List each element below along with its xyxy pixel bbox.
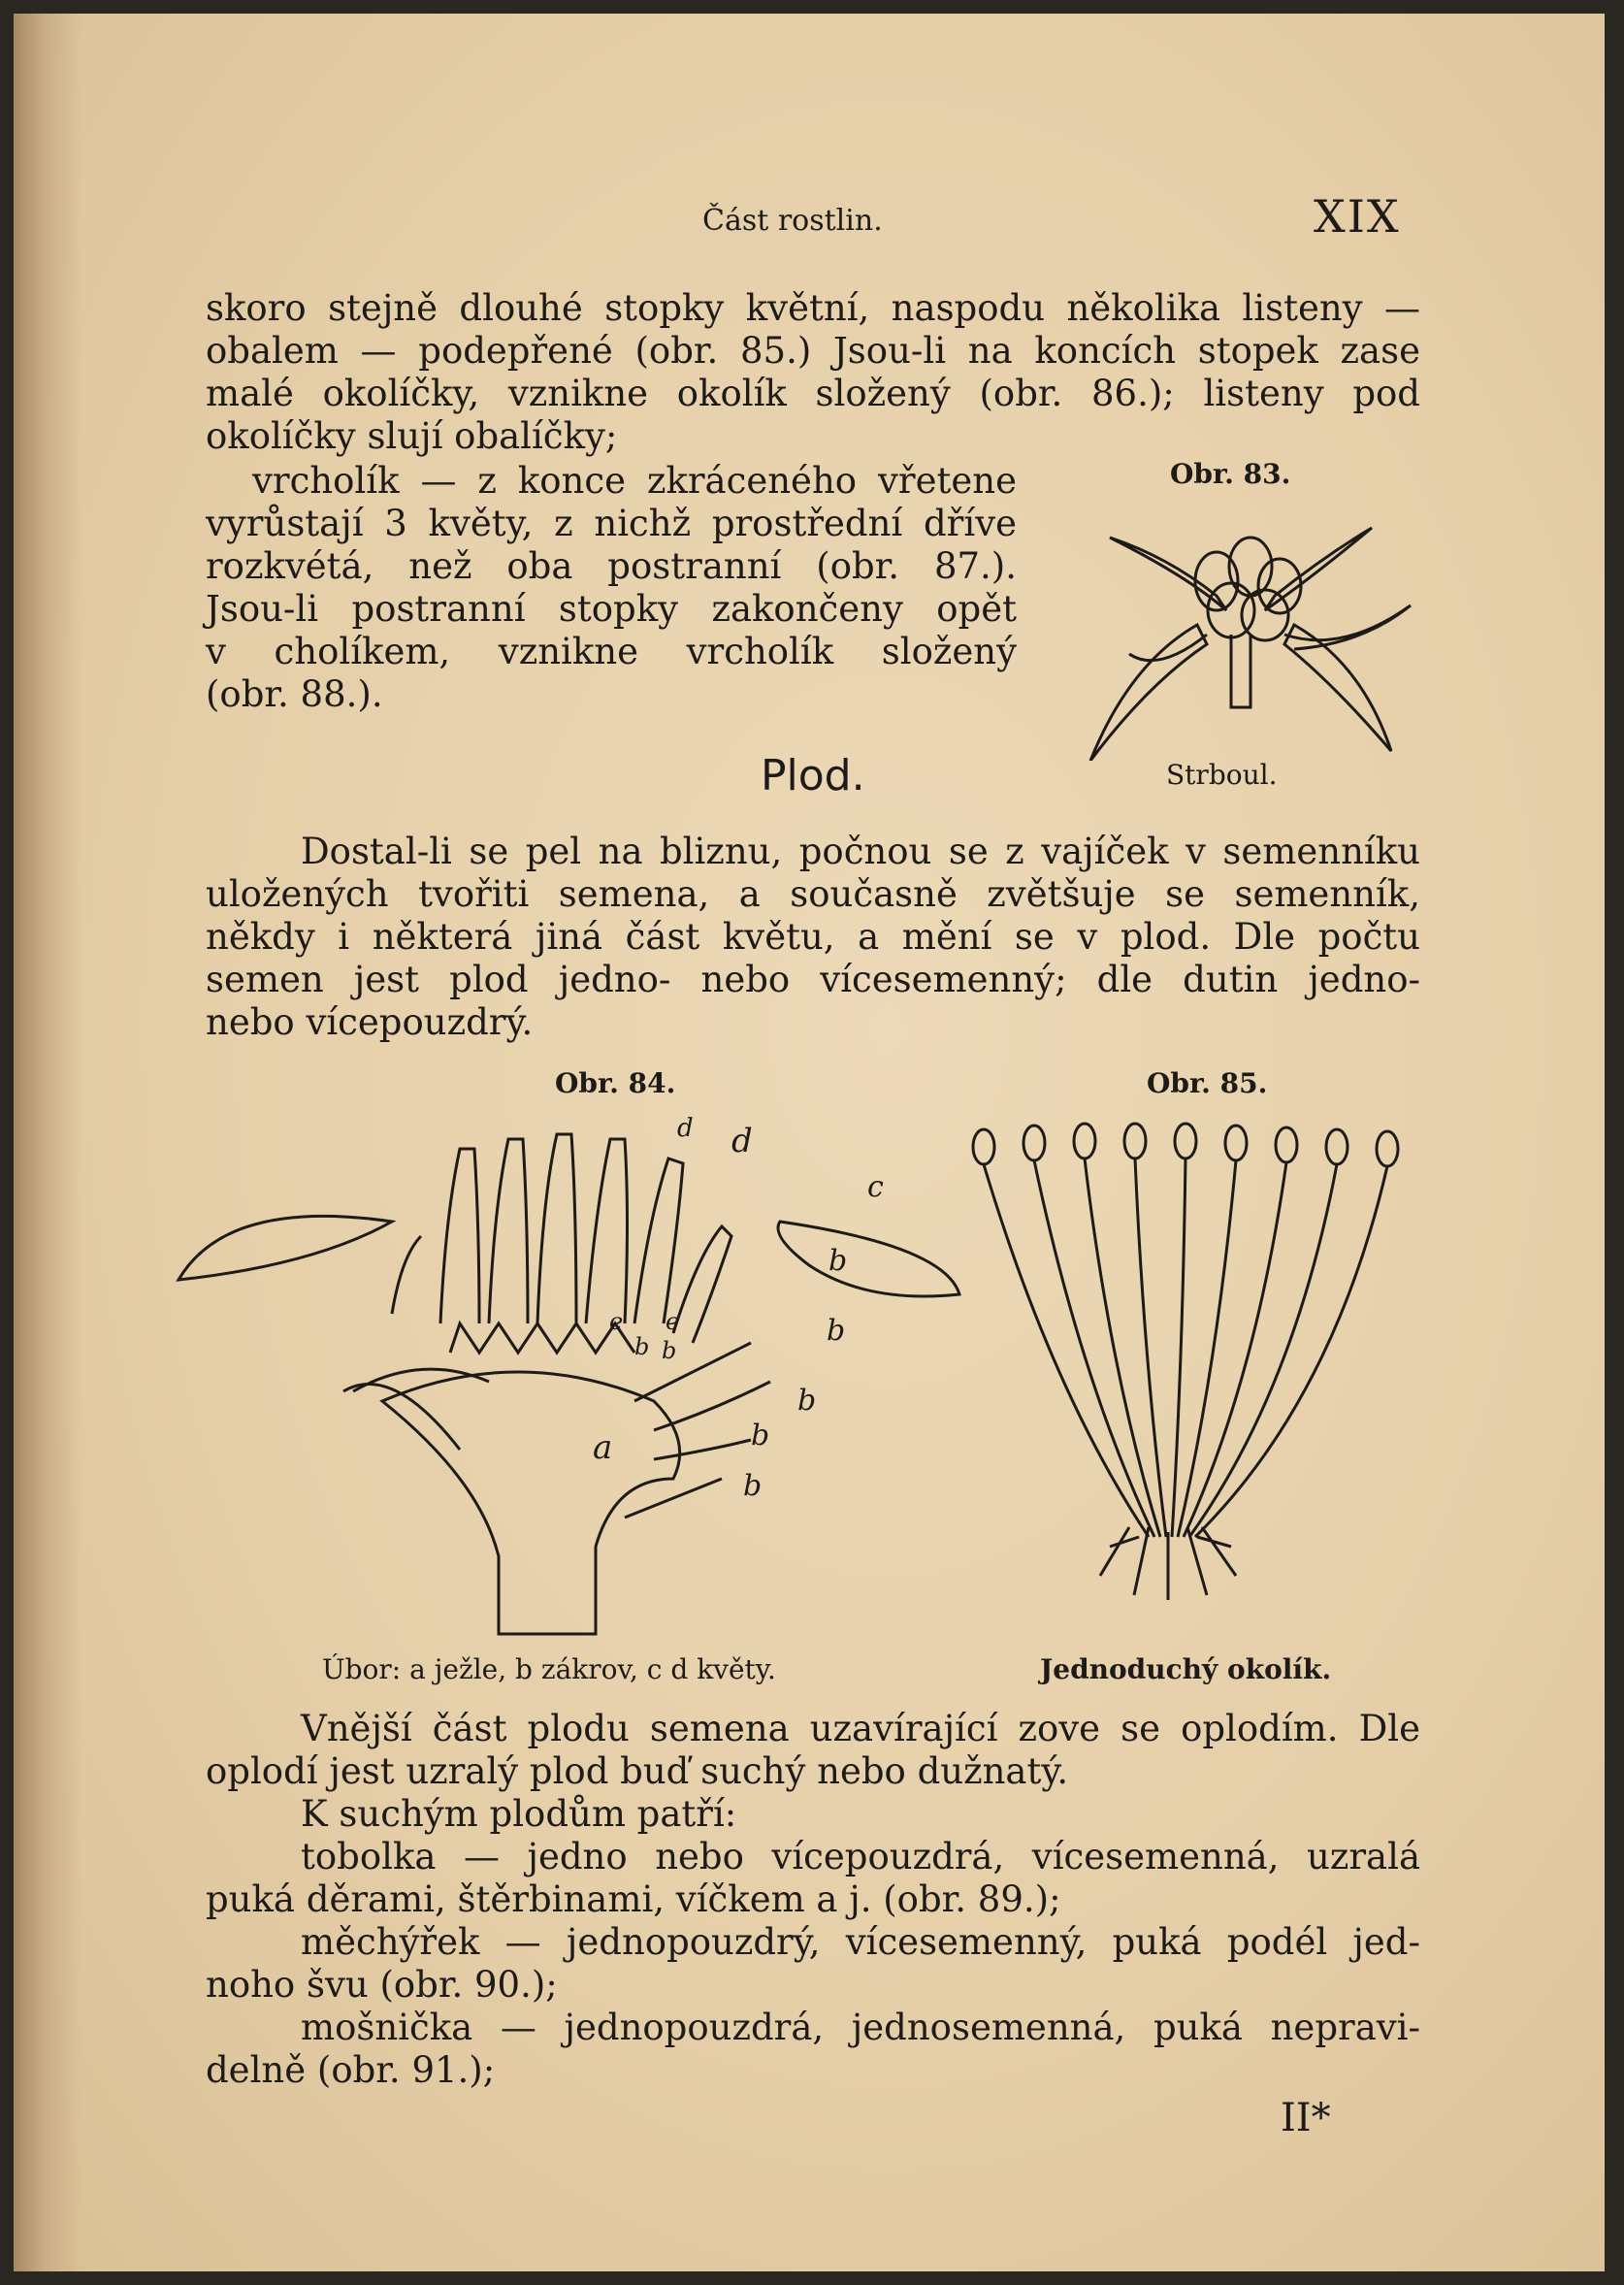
- fig84-letter-d: d: [731, 1122, 753, 1160]
- figure-84-label: Obr. 84.: [555, 1067, 676, 1099]
- text-line: (obr. 88.).: [206, 673, 383, 715]
- text-line: semen jest plod jedno- nebo vícesemenný; dle dutin jedno-: [206, 959, 1420, 1000]
- fig84-letter-b: b: [797, 1384, 817, 1418]
- figure-84-caption: Úbor: a ježle, b zákrov, c d květy.: [322, 1653, 776, 1685]
- fig84-letter-a: a: [593, 1428, 613, 1467]
- text-line: delně (obr. 91.);: [206, 2049, 496, 2091]
- text-line: vyrůstají 3 květy, z nichž prostřední dříve: [206, 503, 1017, 544]
- section-heading: Plod.: [761, 751, 865, 800]
- text-line: puká děrami, štěrbinami, víčkem a j. (obr. 89.);: [206, 1878, 1061, 1920]
- text-line: mošnička — jednopouzdrá, jednosemenná, puká nepravi-: [301, 2007, 1420, 2048]
- fig84-letter-e: e: [666, 1308, 680, 1335]
- figure-85-umbel: [964, 1120, 1430, 1605]
- page-gutter: [14, 14, 81, 2271]
- figure-84-capitulum: [169, 1110, 984, 1653]
- text-line: tobolka — jedno nebo vícepouzdrá, vícesemenná, uzralá: [301, 1836, 1420, 1877]
- fig84-letter-b: b: [662, 1337, 677, 1364]
- fig84-letter-b: b: [827, 1314, 846, 1348]
- signature-mark: II*: [1281, 2096, 1331, 2140]
- text-line: obalem — podepřené (obr. 85.) Jsou-li na koncích stopek zase: [206, 330, 1420, 372]
- fig84-letter-b: b: [828, 1244, 848, 1278]
- figure-83-label: Obr. 83.: [1170, 458, 1291, 490]
- figure-83-caption: Strboul.: [1166, 759, 1278, 791]
- text-line: nebo vícepouzdrý.: [206, 1001, 534, 1043]
- text-line: oplodí jest uzralý plod buď suchý nebo dužnatý.: [206, 1750, 1069, 1792]
- text-line: rozkvétá, než oba postranní (obr. 87.).: [206, 545, 1017, 587]
- fig84-letter-e: e: [609, 1308, 624, 1335]
- text-line: měchýřek — jednopouzdrý, vícesemenný, puká podél jed-: [301, 1921, 1420, 1963]
- text-line: skoro stejně dlouhé stopky květní, naspodu několika listeny —: [206, 287, 1420, 329]
- fig84-letter-d: d: [677, 1114, 694, 1143]
- text-line: v cholíkem, vznikne vrcholík složený: [206, 631, 1017, 672]
- figure-83-flower-head: [1071, 499, 1420, 761]
- text-line: noho švu (obr. 90.);: [206, 1964, 558, 2006]
- book-page: [14, 14, 1605, 2271]
- running-header: Část rostlin.: [702, 204, 883, 238]
- fig84-letter-b: b: [743, 1469, 763, 1503]
- text-line: okolíčky slují obalíčky;: [206, 415, 618, 457]
- text-line: Vnější část plodu semena uzavírající zove se oplodím. Dle: [301, 1708, 1420, 1749]
- text-line: někdy i některá jiná část květu, a mění se v plod. Dle počtu: [206, 916, 1420, 958]
- text-line: uložených tvořiti semena, a současně zvětšuje se semenník,: [206, 873, 1420, 915]
- text-line: Dostal-li se pel na bliznu, počnou se z vajíček v semenníku: [301, 831, 1420, 872]
- figure-85-caption: Jednoduchý okolík.: [1040, 1653, 1332, 1685]
- fig84-letter-c: c: [867, 1170, 884, 1204]
- text-line: vrcholík — z konce zkráceného vřetene: [252, 460, 1017, 502]
- text-line: Jsou-li postranní stopky zakončeny opět: [206, 588, 1017, 630]
- figure-85-label: Obr. 85.: [1147, 1067, 1268, 1099]
- fig84-letter-b: b: [634, 1333, 650, 1360]
- page-number: XIX: [1314, 190, 1401, 243]
- text-line: K suchým plodům patří:: [301, 1793, 737, 1835]
- fig84-letter-b: b: [751, 1419, 770, 1453]
- text-line: malé okolíčky, vznikne okolík složený (obr. 86.); listeny pod: [206, 373, 1420, 414]
